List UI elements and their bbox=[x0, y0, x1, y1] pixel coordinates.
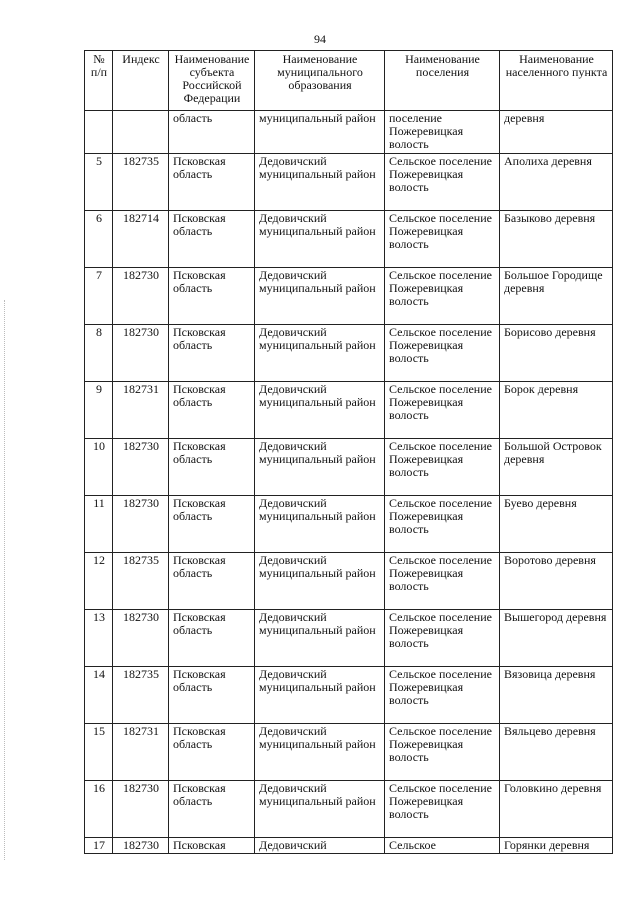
cell-municipality: Дедовичский муниципальный район bbox=[255, 439, 385, 496]
cell-municipality: Дедовичский муниципальный район bbox=[255, 268, 385, 325]
cell-no: 8 bbox=[85, 325, 113, 382]
cell-settlement: Сельское поселение Пожеревицкая волость bbox=[385, 781, 500, 838]
cell-subject: Псковская область bbox=[169, 211, 255, 268]
cell-settlement: поселение Пожеревицкая волость bbox=[385, 111, 500, 154]
table-header-row bbox=[85, 51, 613, 111]
cell-no: 5 bbox=[85, 154, 113, 211]
cell-index: 182730 bbox=[113, 496, 169, 553]
cell-municipality: Дедовичский муниципальный район bbox=[255, 667, 385, 724]
header-subject: Наименование субъекта Российской Федерации bbox=[169, 51, 255, 111]
cell-municipality: Дедовичский муниципальный район bbox=[255, 553, 385, 610]
cell-index: 182730 bbox=[113, 268, 169, 325]
cell-subject: Псковская область bbox=[169, 439, 255, 496]
table-row bbox=[85, 667, 613, 724]
cell-municipality: Дедовичский муниципальный район bbox=[255, 781, 385, 838]
cell-no: 14 bbox=[85, 667, 113, 724]
cell-settlement: Сельское поселение Пожеревицкая волость bbox=[385, 268, 500, 325]
cell-municipality: Дедовичский муниципальный район bbox=[255, 724, 385, 781]
cell-locality: Большое Городище деревня bbox=[500, 268, 613, 325]
cell-subject: Псковская область bbox=[169, 325, 255, 382]
cell-municipality: Дедовичский муниципальный район bbox=[255, 610, 385, 667]
cell-locality: Вышегород деревня bbox=[500, 610, 613, 667]
cell-index: 182730 bbox=[113, 439, 169, 496]
table-row bbox=[85, 211, 613, 268]
cell-index: 182730 bbox=[113, 610, 169, 667]
table-row bbox=[85, 382, 613, 439]
table-row bbox=[85, 724, 613, 781]
cell-no: 6 bbox=[85, 211, 113, 268]
cell-index: 182730 bbox=[113, 781, 169, 838]
cell-subject: Псковская область bbox=[169, 496, 255, 553]
cell-subject: Псковская область bbox=[169, 154, 255, 211]
cell-no: 12 bbox=[85, 553, 113, 610]
cell-locality: Горянки деревня bbox=[500, 838, 613, 854]
localities-table bbox=[84, 50, 613, 854]
table-row bbox=[85, 781, 613, 838]
cell-locality: Борисово деревня bbox=[500, 325, 613, 382]
cell-municipality: Дедовичский муниципальный район bbox=[255, 496, 385, 553]
cell-subject: Псковская область bbox=[169, 610, 255, 667]
cell-no: 10 bbox=[85, 439, 113, 496]
cell-subject: Псковская область bbox=[169, 724, 255, 781]
continuation-row bbox=[85, 111, 613, 154]
header-municipality: Наименование муниципального образования bbox=[255, 51, 385, 111]
cell-locality: Воротово деревня bbox=[500, 553, 613, 610]
cell-index: 182731 bbox=[113, 724, 169, 781]
header-locality: Наименование населенного пункта bbox=[500, 51, 613, 111]
cell-settlement: Сельское поселение Пожеревицкая волость bbox=[385, 325, 500, 382]
cell-settlement: Сельское поселение Пожеревицкая волость bbox=[385, 439, 500, 496]
cell-no: 7 bbox=[85, 268, 113, 325]
cell-settlement: Сельское поселение Пожеревицкая волость bbox=[385, 553, 500, 610]
scan-edge-mark bbox=[4, 300, 6, 860]
cell-subject: Псковская область bbox=[169, 268, 255, 325]
cell-no: 17 bbox=[85, 838, 113, 854]
header-settlement: Наименование поселения bbox=[385, 51, 500, 111]
cell-no: 9 bbox=[85, 382, 113, 439]
table-row bbox=[85, 154, 613, 211]
cell-municipality: муниципальный район bbox=[255, 111, 385, 154]
cell-index: 182735 bbox=[113, 667, 169, 724]
table-row bbox=[85, 268, 613, 325]
cell-no: 11 bbox=[85, 496, 113, 553]
cell-index: 182735 bbox=[113, 154, 169, 211]
cell-subject: область bbox=[169, 111, 255, 154]
cell-municipality: Дедовичский муниципальный район bbox=[255, 211, 385, 268]
cell-index bbox=[113, 111, 169, 154]
table-row bbox=[85, 439, 613, 496]
cell-subject: Псковская bbox=[169, 838, 255, 854]
cell-settlement: Сельское поселение Пожеревицкая волость bbox=[385, 154, 500, 211]
cell-index: 182730 bbox=[113, 838, 169, 854]
cell-municipality: Дедовичский муниципальный район bbox=[255, 382, 385, 439]
cell-locality: Головкино деревня bbox=[500, 781, 613, 838]
cell-locality: Базыково деревня bbox=[500, 211, 613, 268]
cell-no: 13 bbox=[85, 610, 113, 667]
cell-index: 182714 bbox=[113, 211, 169, 268]
cell-no bbox=[85, 111, 113, 154]
header-no: № п/п bbox=[85, 51, 113, 111]
cell-municipality: Дедовичский муниципальный район bbox=[255, 154, 385, 211]
cell-settlement: Сельское поселение Пожеревицкая волость bbox=[385, 667, 500, 724]
table-row bbox=[85, 553, 613, 610]
cell-index: 182730 bbox=[113, 325, 169, 382]
cell-settlement: Сельское поселение Пожеревицкая волость bbox=[385, 496, 500, 553]
cell-subject: Псковская область bbox=[169, 382, 255, 439]
cell-settlement: Сельское bbox=[385, 838, 500, 854]
cell-index: 182731 bbox=[113, 382, 169, 439]
cell-no: 15 bbox=[85, 724, 113, 781]
table-row bbox=[85, 610, 613, 667]
cell-settlement: Сельское поселение Пожеревицкая волость bbox=[385, 382, 500, 439]
cell-locality: Буево деревня bbox=[500, 496, 613, 553]
cell-subject: Псковская область bbox=[169, 781, 255, 838]
table-row bbox=[85, 496, 613, 553]
cell-municipality: Дедовичский bbox=[255, 838, 385, 854]
cell-locality: Борок деревня bbox=[500, 382, 613, 439]
cell-locality: Большой Островок деревня bbox=[500, 439, 613, 496]
table-row bbox=[85, 838, 613, 854]
cell-index: 182735 bbox=[113, 553, 169, 610]
header-index: Индекс bbox=[113, 51, 169, 111]
cell-settlement: Сельское поселение Пожеревицкая волость bbox=[385, 211, 500, 268]
cell-subject: Псковская область bbox=[169, 553, 255, 610]
cell-locality: Вяльцево деревня bbox=[500, 724, 613, 781]
cell-settlement: Сельское поселение Пожеревицкая волость bbox=[385, 724, 500, 781]
page-number: 94 bbox=[314, 32, 326, 46]
cell-no: 16 bbox=[85, 781, 113, 838]
cell-municipality: Дедовичский муниципальный район bbox=[255, 325, 385, 382]
cell-locality: Вязовица деревня bbox=[500, 667, 613, 724]
cell-locality: деревня bbox=[500, 111, 613, 154]
cell-settlement: Сельское поселение Пожеревицкая волость bbox=[385, 610, 500, 667]
cell-subject: Псковская область bbox=[169, 667, 255, 724]
cell-locality: Аполиха деревня bbox=[500, 154, 613, 211]
table-row bbox=[85, 325, 613, 382]
